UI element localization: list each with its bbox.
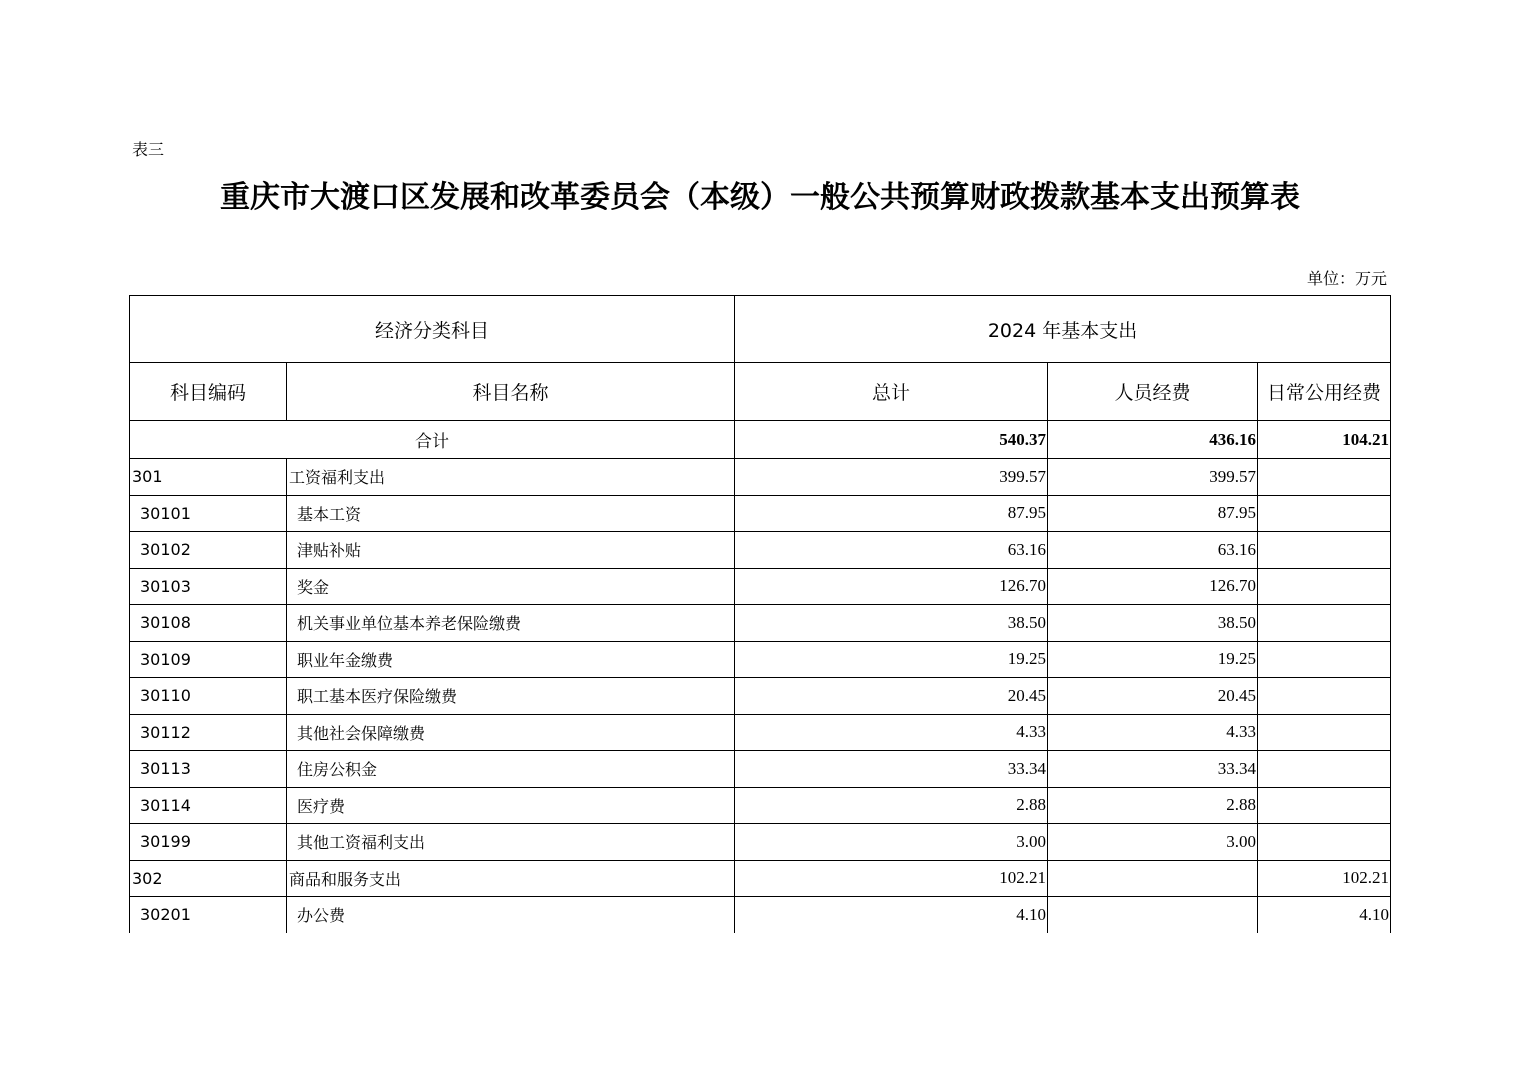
header-row-columns: [130, 363, 1391, 421]
row-code: 30108: [130, 605, 287, 642]
row-total: 33.34: [735, 751, 1048, 788]
row-name: 商品和服务支出: [287, 860, 735, 897]
table-row: [130, 897, 1391, 933]
row-total: 399.57: [735, 459, 1048, 496]
row-public: [1258, 787, 1391, 824]
row-total: 4.10: [735, 897, 1048, 933]
row-name: 职工基本医疗保险缴费: [287, 678, 735, 715]
row-total: 63.16: [735, 532, 1048, 569]
row-public: [1258, 824, 1391, 861]
row-name: 办公费: [287, 897, 735, 933]
unit-label: 单位：万元: [1306, 269, 1387, 288]
row-name: 工资福利支出: [287, 459, 735, 496]
row-personnel: 399.57: [1048, 459, 1258, 496]
row-personnel: [1048, 897, 1258, 933]
row-code: 30102: [130, 532, 287, 569]
row-personnel: 2.88: [1048, 787, 1258, 824]
total-public: 104.21: [1258, 421, 1391, 459]
row-total: 20.45: [735, 678, 1048, 715]
row-public: [1258, 751, 1391, 788]
table-number-label: 表三: [132, 140, 165, 159]
row-public: [1258, 532, 1391, 569]
row-name: 住房公积金: [287, 751, 735, 788]
row-code: 30101: [130, 495, 287, 532]
row-code: 30110: [130, 678, 287, 715]
row-personnel: 4.33: [1048, 714, 1258, 751]
table-row: [130, 605, 1391, 642]
row-public: 102.21: [1258, 860, 1391, 897]
row-public: 4.10: [1258, 897, 1391, 933]
row-personnel: 38.50: [1048, 605, 1258, 642]
table-row: [130, 860, 1391, 897]
row-name: 基本工资: [287, 495, 735, 532]
row-public: [1258, 714, 1391, 751]
row-public: [1258, 641, 1391, 678]
header-name: 科目名称: [287, 363, 735, 421]
table-row: [130, 568, 1391, 605]
row-code: 30112: [130, 714, 287, 751]
row-code: 30109: [130, 641, 287, 678]
row-total: 3.00: [735, 824, 1048, 861]
header-row-group: [130, 296, 1391, 363]
total-label: 合计: [130, 421, 735, 459]
row-total: 2.88: [735, 787, 1048, 824]
header-code: 科目编码: [130, 363, 287, 421]
header-total: 总计: [735, 363, 1048, 421]
table-row: [130, 751, 1391, 788]
row-code: 30199: [130, 824, 287, 861]
row-name: 津贴补贴: [287, 532, 735, 569]
header-public: 日常公用经费: [1258, 363, 1391, 421]
document-title: 重庆市大渡口区发展和改革委员会（本级）一般公共预算财政拨款基本支出预算表: [220, 180, 1300, 215]
row-public: [1258, 459, 1391, 496]
page-clip: [120, 934, 1410, 974]
total-personnel: 436.16: [1048, 421, 1258, 459]
row-code: 302: [130, 860, 287, 897]
table-row: [130, 532, 1391, 569]
header-basic-expenditure: 2024 年基本支出: [735, 296, 1391, 363]
table-row: [130, 641, 1391, 678]
table-row: [130, 714, 1391, 751]
row-name: 医疗费: [287, 787, 735, 824]
table-row: [130, 459, 1391, 496]
row-personnel: 33.34: [1048, 751, 1258, 788]
table-row: [130, 678, 1391, 715]
row-personnel: 19.25: [1048, 641, 1258, 678]
row-total: 19.25: [735, 641, 1048, 678]
row-total: 38.50: [735, 605, 1048, 642]
row-public: [1258, 495, 1391, 532]
row-name: 其他工资福利支出: [287, 824, 735, 861]
row-total: 87.95: [735, 495, 1048, 532]
row-public: [1258, 605, 1391, 642]
budget-table: [129, 295, 1391, 933]
table-row: [130, 495, 1391, 532]
row-personnel: 3.00: [1048, 824, 1258, 861]
row-public: [1258, 678, 1391, 715]
row-personnel: 87.95: [1048, 495, 1258, 532]
row-personnel: [1048, 860, 1258, 897]
row-name: 机关事业单位基本养老保险缴费: [287, 605, 735, 642]
row-code: 30201: [130, 897, 287, 933]
table-row: [130, 787, 1391, 824]
row-personnel: 126.70: [1048, 568, 1258, 605]
row-code: 30113: [130, 751, 287, 788]
row-total: 4.33: [735, 714, 1048, 751]
row-code: 30114: [130, 787, 287, 824]
row-name: 奖金: [287, 568, 735, 605]
row-personnel: 20.45: [1048, 678, 1258, 715]
row-name: 其他社会保障缴费: [287, 714, 735, 751]
header-personnel: 人员经费: [1048, 363, 1258, 421]
row-total: 126.70: [735, 568, 1048, 605]
table-row: [130, 824, 1391, 861]
row-name: 职业年金缴费: [287, 641, 735, 678]
row-total: 102.21: [735, 860, 1048, 897]
header-economic-class: 经济分类科目: [130, 296, 735, 363]
row-personnel: 63.16: [1048, 532, 1258, 569]
row-code: 301: [130, 459, 287, 496]
total-row: [130, 421, 1391, 459]
row-code: 30103: [130, 568, 287, 605]
row-public: [1258, 568, 1391, 605]
total-sum: 540.37: [735, 421, 1048, 459]
